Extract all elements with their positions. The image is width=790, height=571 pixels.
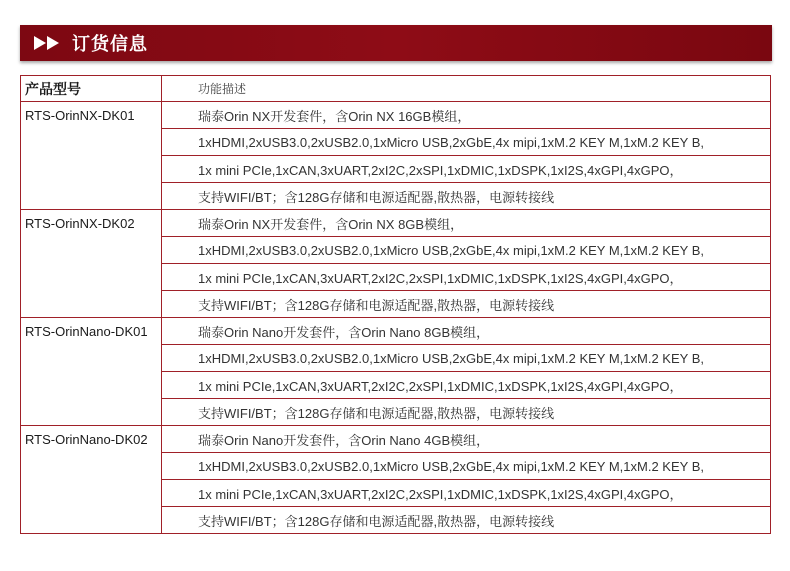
product-description-line: 1xHDMI,2xUSB3.0,2xUSB2.0,1xMicro USB,2xGbE,4x mipi,1xM.2 KEY M,1xM.2 KEY B, — [162, 129, 771, 156]
product-description-line: 1xHDMI,2xUSB3.0,2xUSB2.0,1xMicro USB,2xGbE,4x mipi,1xM.2 KEY M,1xM.2 KEY B, — [162, 237, 771, 264]
product-description-line: 1x mini PCIe,1xCAN,3xUART,2xI2C,2xSPI,1xDMIC,1xDSPK,1xI2S,4xGPI,4xGPO， — [162, 372, 771, 399]
table-header-row — [21, 76, 771, 102]
product-model: RTS-OrinNano-DK01 — [21, 318, 162, 426]
section-banner — [20, 25, 772, 61]
table-row — [21, 102, 771, 129]
product-model: RTS-OrinNX-DK02 — [21, 210, 162, 318]
ordering-table — [20, 75, 771, 534]
table-row — [21, 210, 771, 237]
product-description-line: 瑞泰Orin NX开发套件，含Orin NX 8GB模组， — [162, 210, 771, 237]
table-row — [21, 318, 771, 345]
product-description-line: 瑞泰Orin Nano开发套件，含Orin Nano 8GB模组， — [162, 318, 771, 345]
header-model: 产品型号 — [21, 76, 162, 102]
product-description-line: 支持WIFI/BT；含128G存储和电源适配器,散热器，电源转接线 — [162, 291, 771, 318]
section-title: 订货信息 — [72, 34, 148, 54]
product-description-line: 瑞泰Orin NX开发套件，含Orin NX 16GB模组， — [162, 102, 771, 129]
product-description-line: 支持WIFI/BT；含128G存储和电源适配器,散热器，电源转接线 — [162, 399, 771, 426]
header-description: 功能描述 — [162, 76, 771, 102]
product-model: RTS-OrinNX-DK01 — [21, 102, 162, 210]
product-description-line: 1x mini PCIe,1xCAN,3xUART,2xI2C,2xSPI,1xDMIC,1xDSPK,1xI2S,4xGPI,4xGPO， — [162, 156, 771, 183]
product-description-line: 瑞泰Orin Nano开发套件，含Orin Nano 4GB模组， — [162, 426, 771, 453]
product-model: RTS-OrinNano-DK02 — [21, 426, 162, 534]
product-description-line: 支持WIFI/BT；含128G存储和电源适配器,散热器，电源转接线 — [162, 507, 771, 534]
product-description-line: 支持WIFI/BT；含128G存储和电源适配器,散热器，电源转接线 — [162, 183, 771, 210]
product-description-line: 1x mini PCIe,1xCAN,3xUART,2xI2C,2xSPI,1xDMIC,1xDSPK,1xI2S,4xGPI,4xGPO， — [162, 264, 771, 291]
product-description-line: 1xHDMI,2xUSB3.0,2xUSB2.0,1xMicro USB,2xGbE,4x mipi,1xM.2 KEY M,1xM.2 KEY B, — [162, 345, 771, 372]
product-description-line: 1xHDMI,2xUSB3.0,2xUSB2.0,1xMicro USB,2xGbE,4x mipi,1xM.2 KEY M,1xM.2 KEY B, — [162, 453, 771, 480]
product-description-line: 1x mini PCIe,1xCAN,3xUART,2xI2C,2xSPI,1xDMIC,1xDSPK,1xI2S,4xGPI,4xGPO， — [162, 480, 771, 507]
table-row — [21, 426, 771, 453]
double-arrow-icon — [34, 36, 60, 50]
